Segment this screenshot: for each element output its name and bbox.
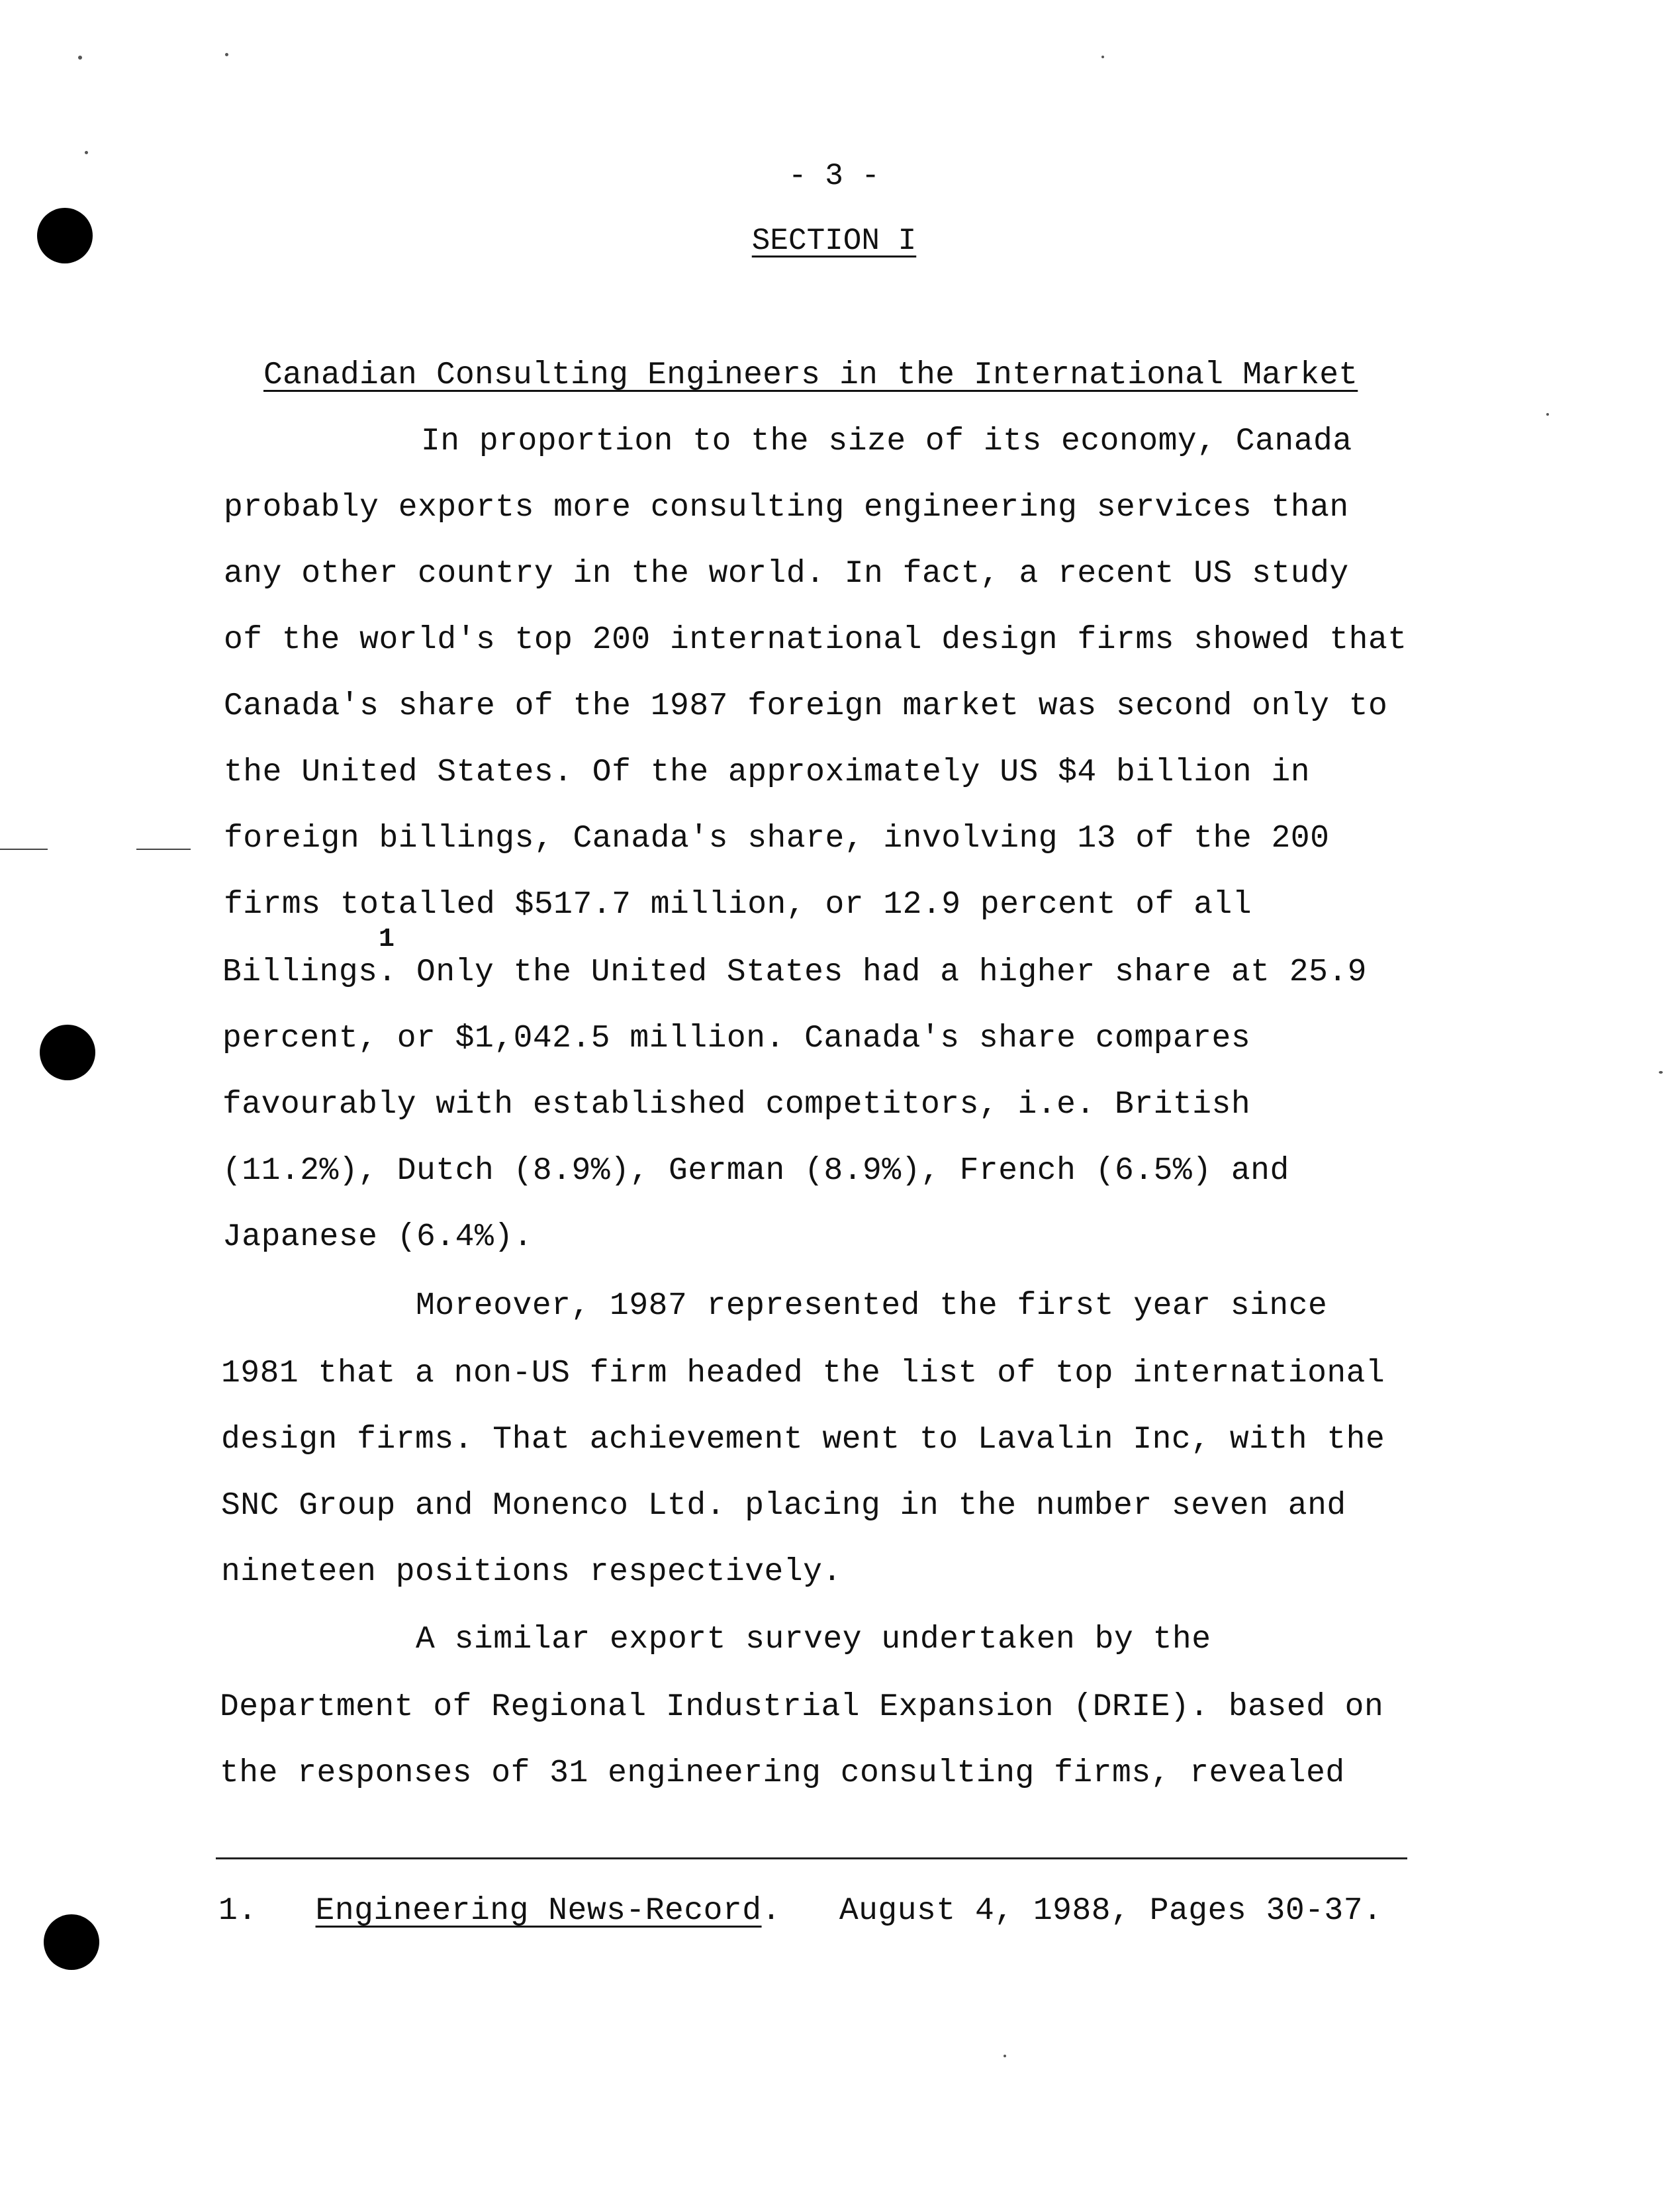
section-title (702, 222, 966, 259)
footnote-source: Engineering News-Record (315, 1893, 762, 1929)
footnote-divider (216, 1857, 1407, 1859)
body-line: of the world's top 200 international design firms showed that (224, 622, 1407, 658)
body-line: nineteen positions respectively. (221, 1554, 842, 1590)
body-line: Billings. Only the United States had a higher share at 25.9 (222, 955, 1367, 990)
section-title-text: SECTION I (751, 224, 917, 258)
body-line: any other country in the world. In fact, a recent US study (224, 556, 1349, 592)
body-line: design firms. That achievement went to Lavalin Inc, with the (221, 1422, 1385, 1458)
scan-speck (225, 53, 228, 56)
scan-speck (78, 56, 82, 60)
body-line: favourably with established competitors, i.e. British (222, 1087, 1251, 1123)
binder-hole-bottom (44, 1914, 99, 1970)
footnote-detail: August 4, 1988, Pages 30-37. (839, 1893, 1383, 1929)
body-line: firms totalled $517.7 million, or 12.9 percent of all (224, 887, 1252, 923)
page-number: - 3 - (788, 159, 880, 193)
scan-edge-mark (0, 849, 48, 850)
binder-hole-top (37, 208, 93, 263)
footnote (218, 1892, 1382, 1930)
body-line: Department of Regional Industrial Expansion (DRIE). based on (220, 1689, 1384, 1725)
body-line: Moreover, 1987 represented the first year since (416, 1288, 1328, 1324)
scan-speck (85, 151, 88, 154)
document-heading (263, 356, 1415, 395)
footnote-number: 1. (218, 1893, 257, 1929)
body-line: (11.2%), Dutch (8.9%), German (8.9%), French (6.5%) and (222, 1153, 1289, 1189)
body-line: percent, or $1,042.5 million. Canada's share compares (222, 1021, 1251, 1056)
body-line: 1981 that a non-US firm headed the list of top international (221, 1356, 1385, 1391)
scan-speck (1101, 56, 1104, 58)
scan-edge-mark (136, 849, 191, 850)
footnote-period: . (761, 1893, 781, 1929)
body-line: A similar export survey undertaken by the (416, 1622, 1211, 1657)
scan-speck (1546, 413, 1549, 416)
body-line: foreign billings, Canada's share, involving 13 of the 200 (224, 821, 1330, 857)
footnote-marker: 1 (379, 925, 395, 955)
body-line: SNC Group and Monenco Ltd. placing in the number seven and (221, 1488, 1346, 1524)
scan-speck (1659, 1071, 1663, 1074)
body-line: the responses of 31 engineering consulting firms, revealed (220, 1755, 1345, 1791)
body-line: Japanese (6.4%). (222, 1219, 533, 1255)
body-line: In proportion to the size of its economy, Canada (421, 424, 1352, 459)
body-line: probably exports more consulting engineering services than (224, 490, 1349, 526)
binder-hole-middle (40, 1025, 95, 1080)
scan-speck (1003, 2055, 1006, 2057)
body-line: Canada's share of the 1987 foreign market was second only to (224, 688, 1388, 724)
body-line: the United States. Of the approximately US $4 billion in (224, 755, 1311, 790)
document-heading-text: Canadian Consulting Engineers in the International Market (263, 357, 1358, 393)
